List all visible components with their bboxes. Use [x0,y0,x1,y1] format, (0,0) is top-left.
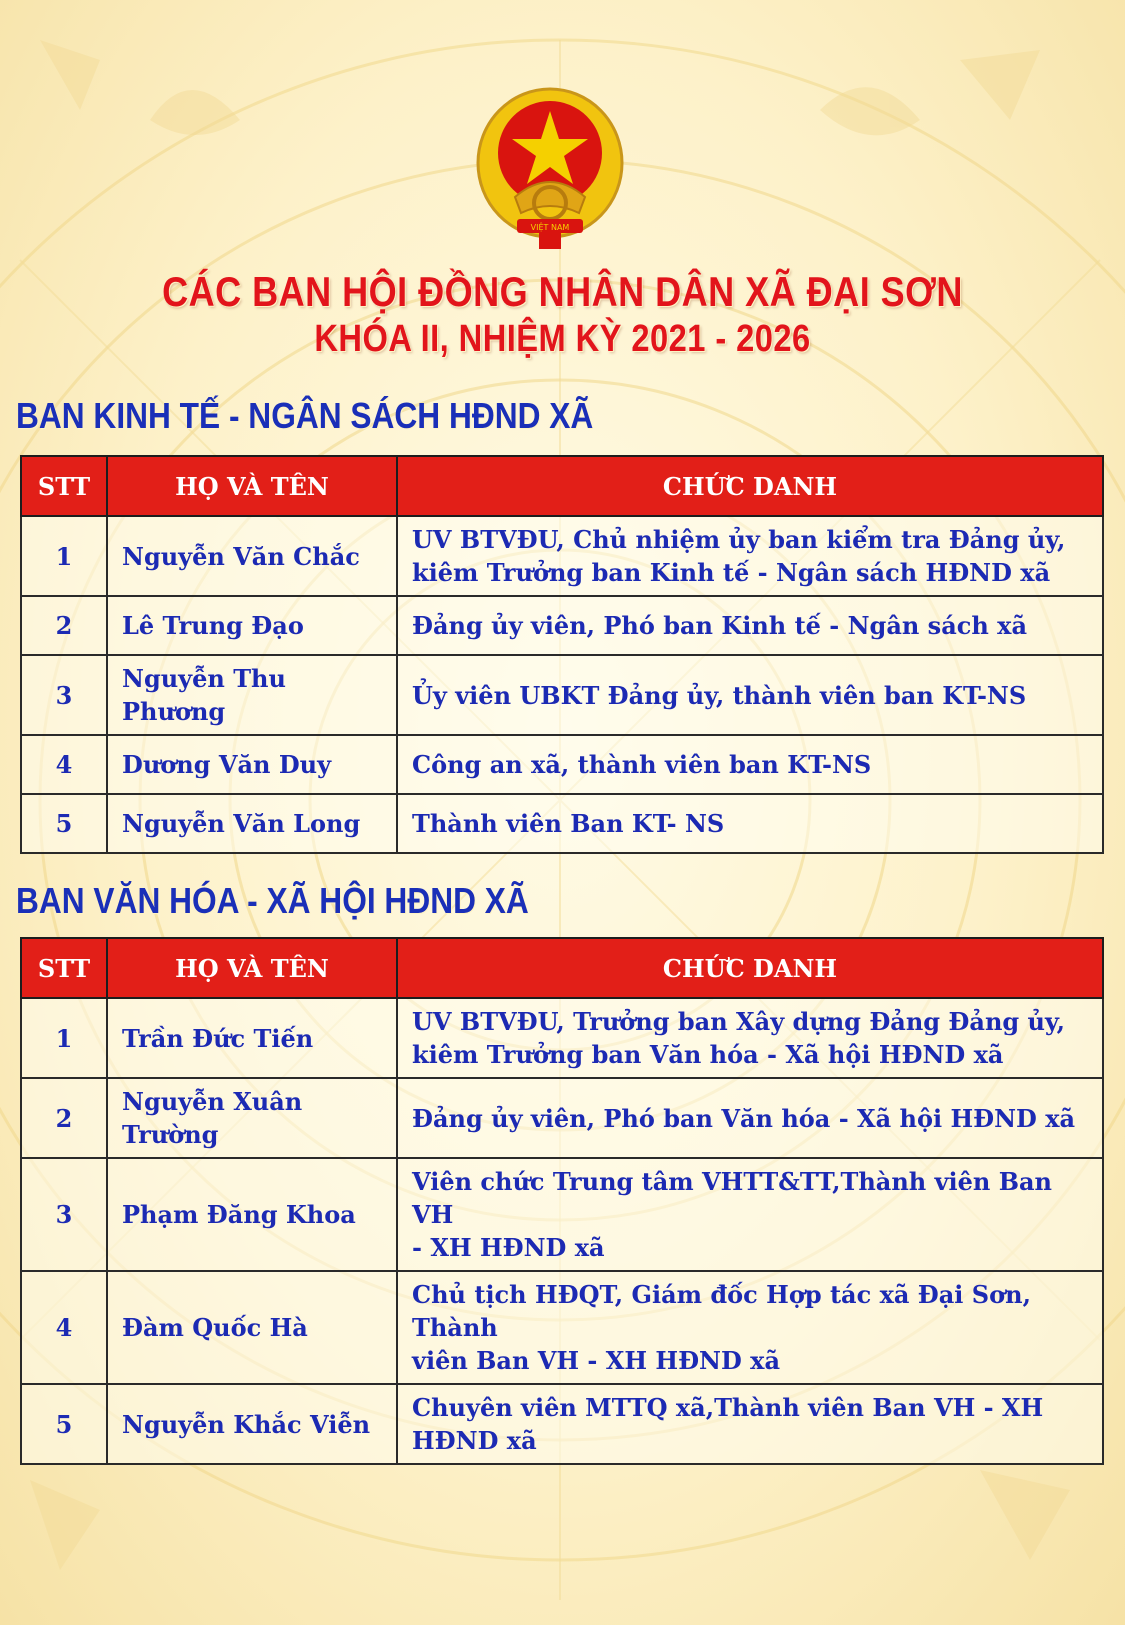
table-header-row [21,456,1103,516]
row-stt: 3 [21,1158,107,1271]
table-row [21,735,1103,794]
row-name: Nguyễn Văn Long [107,794,397,853]
table-row [21,1158,1103,1271]
table-header-row [21,938,1103,998]
table-row [21,655,1103,735]
row-name: Trần Đức Tiến [107,998,397,1078]
row-title-line: kiêm Trưởng ban Kinh tế - Ngân sách HĐND xã [412,558,1051,587]
row-title-line: Ủy viên UBKT Đảng ủy, thành viên ban KT-NS [412,680,1027,710]
row-title [397,735,1103,794]
row-stt: 3 [21,655,107,735]
row-stt: 2 [21,1078,107,1158]
row-stt: 1 [21,998,107,1078]
row-name: Phạm Đăng Khoa [107,1158,397,1271]
row-title-line: Đảng ủy viên, Phó ban Kinh tế - Ngân sách xã [412,611,1028,640]
section-heading-culture-society: BAN VĂN HÓA - XÃ HỘI HĐND XÃ [16,880,529,921]
economy-budget-table [20,455,1104,854]
row-stt: 5 [21,794,107,853]
row-title [397,1078,1103,1158]
row-name: Dương Văn Duy [107,735,397,794]
row-title-line: Thành viên Ban KT- NS [412,809,725,838]
column-header-name: HỌ VÀ TÊN [107,456,397,516]
column-header-stt: STT [21,938,107,998]
row-name: Nguyễn Văn Chắc [107,516,397,596]
row-name: Nguyễn Xuân Trường [107,1078,397,1158]
row-title-line: viên Ban VH - XH HĐND xã [412,1346,781,1375]
table-row [21,516,1103,596]
row-title-line: Chuyên viên MTTQ xã,Thành viên Ban VH - XH [412,1393,1044,1422]
table-row [21,998,1103,1078]
row-stt: 2 [21,596,107,655]
page-title-line1: CÁC BAN HỘI ĐỒNG NHÂN DÂN XÃ ĐẠI SƠN [162,268,963,315]
row-title-line: Chủ tịch HĐQT, Giám đốc Hợp tác xã Đại Sơn, Thành [412,1280,1031,1342]
row-name: Đàm Quốc Hà [107,1271,397,1384]
row-title-line: UV BTVĐU, Trưởng ban Xây dựng Đảng Đảng ủy, [412,1007,1065,1036]
culture-society-table [20,937,1104,1465]
row-title [397,794,1103,853]
row-title [397,1271,1103,1384]
column-header-title: CHỨC DANH [397,456,1103,516]
row-stt: 5 [21,1384,107,1464]
row-title [397,1384,1103,1464]
row-title [397,998,1103,1078]
svg-text:VIỆT NAM: VIỆT NAM [530,223,570,232]
row-title-line: Viên chức Trung tâm VHTT&TT,Thành viên Ban VH [412,1167,1052,1229]
row-title [397,516,1103,596]
table-row [21,1078,1103,1158]
page-title-line2: KHÓA II, NHIỆM KỲ 2021 - 2026 [314,318,811,360]
row-name: Nguyễn Khắc Viễn [107,1384,397,1464]
column-header-stt: STT [21,456,107,516]
row-title [397,1158,1103,1271]
row-title-line: Đảng ủy viên, Phó ban Văn hóa - Xã hội HĐND xã [412,1103,1076,1133]
row-title [397,596,1103,655]
column-header-title: CHỨC DANH [397,938,1103,998]
column-header-name: HỌ VÀ TÊN [107,938,397,998]
row-title-line: kiêm Trưởng ban Văn hóa - Xã hội HĐND xã [412,1040,1004,1069]
section-heading-economy-budget: BAN KINH TẾ - NGÂN SÁCH HĐND XÃ [16,395,594,436]
row-title-line: HĐND xã [412,1426,537,1455]
row-stt: 4 [21,735,107,794]
row-title-line: - XH HĐND xã [412,1233,605,1262]
row-title-line: Công an xã, thành viên ban KT-NS [412,750,872,779]
vietnam-national-emblem-icon [475,85,625,255]
row-name: Lê Trung Đạo [107,596,397,655]
table-row [21,1271,1103,1384]
row-title-line: UV BTVĐU, Chủ nhiệm ủy ban kiểm tra Đảng ủy, [412,525,1066,554]
row-stt: 4 [21,1271,107,1384]
table-row [21,1384,1103,1464]
row-name: Nguyễn Thu Phương [107,655,397,735]
table-row [21,596,1103,655]
table-row [21,794,1103,853]
row-stt: 1 [21,516,107,596]
row-title [397,655,1103,735]
